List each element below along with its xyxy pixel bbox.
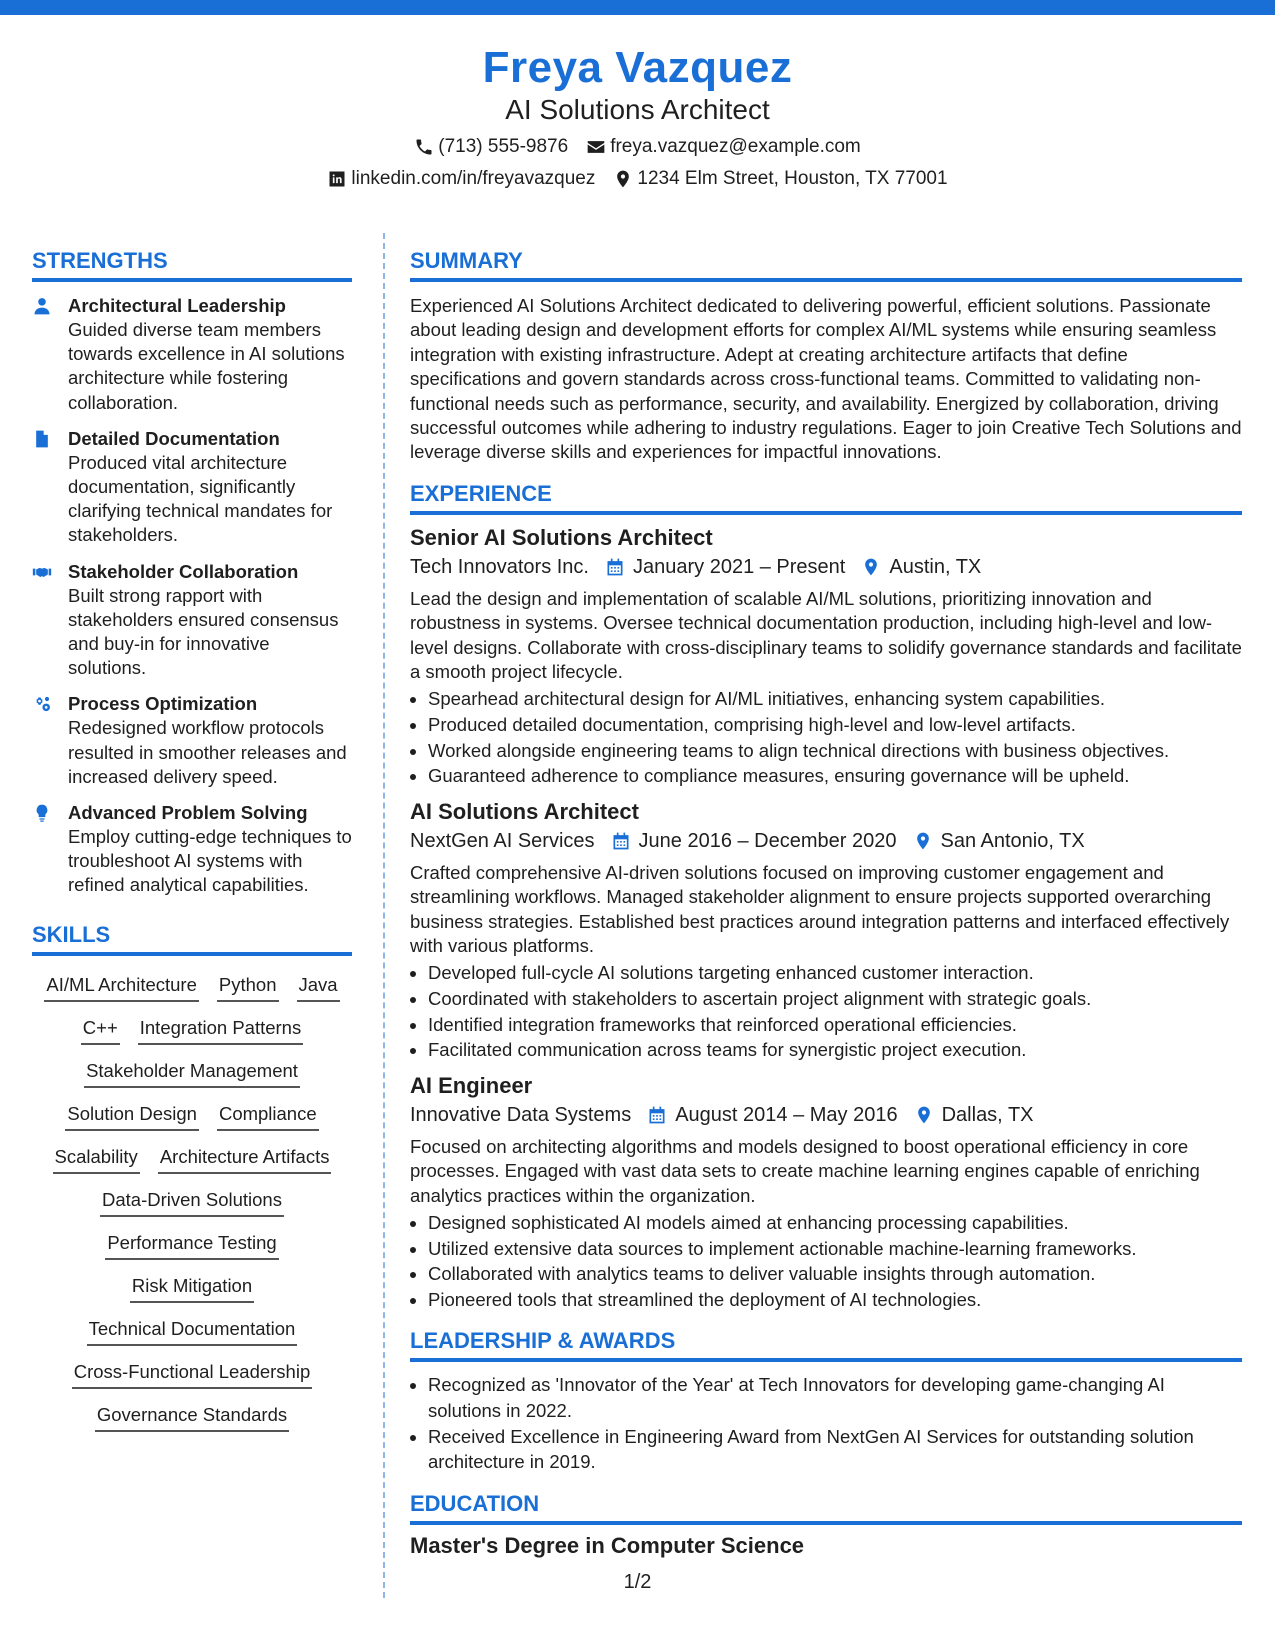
calendar-icon <box>611 831 631 851</box>
strength-item <box>32 692 352 789</box>
job-description: Lead the design and implementation of scalable AI/ML solutions, prioritizing innovation and robustness in systems. Oversee technical documentation production, including high-level and low-level designs. Collaborate with cross-disciplinary teams to solidify governance standards and facilitate a smooth project lifecycle. <box>410 587 1242 683</box>
job-title: AI Solutions Architect <box>410 798 639 824</box>
location-text: San Antonio, TX <box>940 829 1085 852</box>
address-contact <box>613 167 947 191</box>
skill-tag: Compliance <box>217 1103 319 1131</box>
contact-row-2 <box>0 167 1275 191</box>
linkedin-text: linkedin.com/in/freyavazquez <box>351 168 596 189</box>
skill-row <box>36 1404 348 1432</box>
skill-row <box>36 1189 348 1217</box>
leadership-list <box>410 1372 1242 1474</box>
dates-text: August 2014 – May 2016 <box>675 1103 898 1126</box>
location-text: Dallas, TX <box>941 1103 1034 1126</box>
job-bullets <box>410 1210 1242 1312</box>
skill-row <box>36 1361 348 1389</box>
address-text: 1234 Elm Street, Houston, TX 77001 <box>637 168 948 189</box>
skill-tag: AI/ML Architecture <box>44 974 198 1002</box>
job-bullet: • Designed sophisticated AI models aimed at enhancing processing capabilities. <box>428 1210 1242 1236</box>
skill-tag: Technical Documentation <box>87 1318 298 1346</box>
right-column <box>410 246 1242 1561</box>
company-name: NextGen AI Services <box>410 829 595 852</box>
top-accent-bar <box>0 0 1275 15</box>
email-text: freya.vazquez@example.com <box>610 136 861 157</box>
skill-tag: Stakeholder Management <box>84 1060 300 1088</box>
job-entry <box>410 797 1242 1063</box>
job-bullet: • Facilitated communication across teams for synergistic project execution. <box>428 1037 1242 1063</box>
job-meta <box>410 827 1242 855</box>
strengths-heading: STRENGTHS <box>32 246 352 282</box>
phone-text: (713) 555-9876 <box>438 136 569 157</box>
strength-desc: Guided diverse team members towards excellence in AI solutions architecture while fostering collaboration. <box>68 319 345 413</box>
company-name: Tech Innovators Inc. <box>410 555 589 578</box>
job-bullet: • Identified integration frameworks that reinforced operational efficiencies. <box>428 1012 1242 1038</box>
skill-tag: Architecture Artifacts <box>158 1146 332 1174</box>
skill-row <box>36 1232 348 1260</box>
strength-item <box>32 427 352 548</box>
email-contact[interactable] <box>586 135 861 159</box>
user-icon <box>32 296 52 316</box>
job-dates <box>647 1101 897 1129</box>
strength-item <box>32 294 352 415</box>
job-dates <box>611 827 897 855</box>
job-location <box>914 1101 1034 1129</box>
skill-tag: Solution Design <box>65 1103 199 1131</box>
job-title: AI Engineer <box>410 1072 533 1098</box>
summary-heading: SUMMARY <box>410 246 1242 282</box>
education-heading: EDUCATION <box>410 1489 1242 1525</box>
page-number: 1/2 <box>623 1571 652 1593</box>
job-bullet: • Guaranteed adherence to compliance measures, ensuring governance will be upheld. <box>428 763 1242 789</box>
skill-row <box>36 1275 348 1303</box>
resume-header <box>0 40 1275 191</box>
skill-tag: Scalability <box>53 1146 140 1174</box>
job-title: Senior AI Solutions Architect <box>410 524 713 550</box>
education-degree: Master's Degree in Computer Science <box>410 1532 805 1558</box>
job-bullet: • Produced detailed documentation, comprising high-level and low-level artifacts. <box>428 712 1242 738</box>
skill-tag: Performance Testing <box>105 1232 278 1260</box>
dates-text: January 2021 – Present <box>632 555 846 578</box>
strength-title: Architectural Leadership <box>68 295 286 316</box>
job-description: Focused on architecting algorithms and models designed to boost operational efficiency in core processes. Engaged with vast data sets to create machine learning engines capable of enriching analytics practices within the organization. <box>410 1135 1200 1206</box>
job-bullet: • Worked alongside engineering teams to align technical directions with business objectives. <box>428 738 1242 764</box>
skill-tag: Risk Mitigation <box>130 1275 254 1303</box>
lightbulb-icon <box>32 803 52 823</box>
dates-text: June 2016 – December 2020 <box>638 829 897 852</box>
skill-row <box>36 1103 348 1131</box>
skill-tag: Integration Patterns <box>138 1017 303 1045</box>
location-text: Austin, TX <box>889 555 982 578</box>
job-bullet: • Coordinated with stakeholders to ascertain project alignment with strategic goals. <box>428 986 1242 1012</box>
envelope-icon <box>586 137 606 157</box>
skill-tag: Java <box>297 974 340 1002</box>
skills-heading: SKILLS <box>32 920 352 956</box>
linkedin-icon <box>327 169 347 189</box>
skill-tag: Cross-Functional Leadership <box>72 1361 313 1389</box>
candidate-title: AI Solutions Architect <box>505 94 770 125</box>
job-bullet: • Spearhead architectural design for AI/ML initiatives, enhancing system capabilities. <box>428 686 1242 712</box>
strength-item <box>32 801 352 898</box>
job-company <box>410 553 589 581</box>
job-entry <box>410 1071 1242 1313</box>
skill-row <box>36 1146 348 1174</box>
map-pin-icon <box>613 169 633 189</box>
job-bullets <box>410 686 1242 788</box>
strength-title: Process Optimization <box>68 693 258 715</box>
job-location <box>861 553 981 581</box>
strength-item <box>32 560 352 681</box>
skill-tag: C++ <box>81 1017 120 1045</box>
job-company <box>410 1101 631 1129</box>
cogs-icon <box>32 694 52 714</box>
skill-row <box>36 974 348 1002</box>
strength-desc: Built strong rapport with stakeholders ensured consensus and buy-in for innovative solutions. <box>68 584 339 679</box>
skill-tag: Data-Driven Solutions <box>100 1189 284 1217</box>
job-meta <box>410 1101 1242 1129</box>
map-pin-icon <box>913 831 933 851</box>
skill-tag: Python <box>217 974 279 1002</box>
strength-title: Detailed Documentation <box>68 427 280 449</box>
job-dates <box>605 553 845 581</box>
strength-title: Advanced Problem Solving <box>68 802 308 824</box>
job-bullet: • Developed full-cycle AI solutions targeting enhanced customer interaction. <box>428 960 1242 986</box>
strength-title: Stakeholder Collaboration <box>68 560 299 582</box>
job-entry <box>410 523 1242 789</box>
linkedin-contact[interactable] <box>327 167 595 191</box>
summary-text: Experienced AI Solutions Architect dedicated to delivering powerful, efficient solutions. Passionate about leading design and development efforts for complex AI/ML systems while ensuring seamless integration with existing infrastructure. Adept at creating architecture artifacts that define specifications and govern standards across cross-functional teams. Committed to validating non-functional needs such as performance, security, and availability. Energized by collaboration, driving successful outcomes while adhering to industry regulations. Eager to join Creative Tech Solutions and leverage diverse skills and experiences for impactful innovations. <box>410 295 1242 463</box>
skill-tag: Governance Standards <box>95 1404 289 1432</box>
skill-row <box>36 1017 348 1045</box>
strength-desc: Produced vital architecture documentation, significantly clarifying technical mandates for stakeholders. <box>68 451 333 546</box>
job-meta <box>410 553 1242 581</box>
skill-row <box>36 1318 348 1346</box>
map-pin-icon <box>914 1105 934 1125</box>
calendar-icon <box>647 1105 667 1125</box>
document-icon <box>32 429 52 449</box>
company-name: Innovative Data Systems <box>410 1103 632 1126</box>
contact-row-1 <box>0 135 1275 159</box>
column-divider <box>383 233 385 1598</box>
job-company <box>410 827 595 855</box>
job-bullet: • Pioneered tools that streamlined the deployment of AI technologies. <box>428 1287 1242 1313</box>
skills-list <box>32 974 352 1432</box>
job-bullets <box>410 960 1242 1062</box>
phone-icon <box>414 137 434 157</box>
leadership-heading: LEADERSHIP & AWARDS <box>410 1326 1242 1362</box>
job-description: Crafted comprehensive AI-driven solutions focused on improving customer engagement and streamlining workflows. Managed stakeholder alignment to ensure projects supported overarching business strategies. Established best practices around integration patterns and interfaced effectively with various platforms. <box>410 861 1230 957</box>
job-location <box>913 827 1085 855</box>
phone-contact <box>414 135 568 159</box>
job-bullet: • Utilized extensive data sources to implement actionable machine-learning frameworks. <box>428 1236 1242 1262</box>
strength-desc: Redesigned workflow protocols resulted in smoother releases and increased delivery speed. <box>68 717 347 787</box>
job-bullet: • Collaborated with analytics teams to deliver valuable insights through automation. <box>428 1261 1242 1287</box>
strength-desc: Employ cutting-edge techniques to troubleshoot AI systems with refined analytical capabilities. <box>68 826 352 896</box>
candidate-name: Freya Vazquez <box>482 43 793 92</box>
skill-row <box>36 1060 348 1088</box>
experience-list <box>410 523 1242 1313</box>
left-column <box>32 246 352 1447</box>
map-pin-icon <box>861 557 881 577</box>
leadership-item: • Recognized as 'Innovator of the Year' at Tech Innovators for developing game-changing AI solutions in 2022. <box>428 1372 1242 1423</box>
experience-heading: EXPERIENCE <box>410 479 1242 515</box>
handshake-icon <box>32 562 52 582</box>
leadership-item: • Received Excellence in Engineering Award from NextGen AI Services for outstanding solution architecture in 2019. <box>428 1424 1242 1475</box>
calendar-icon <box>605 557 625 577</box>
